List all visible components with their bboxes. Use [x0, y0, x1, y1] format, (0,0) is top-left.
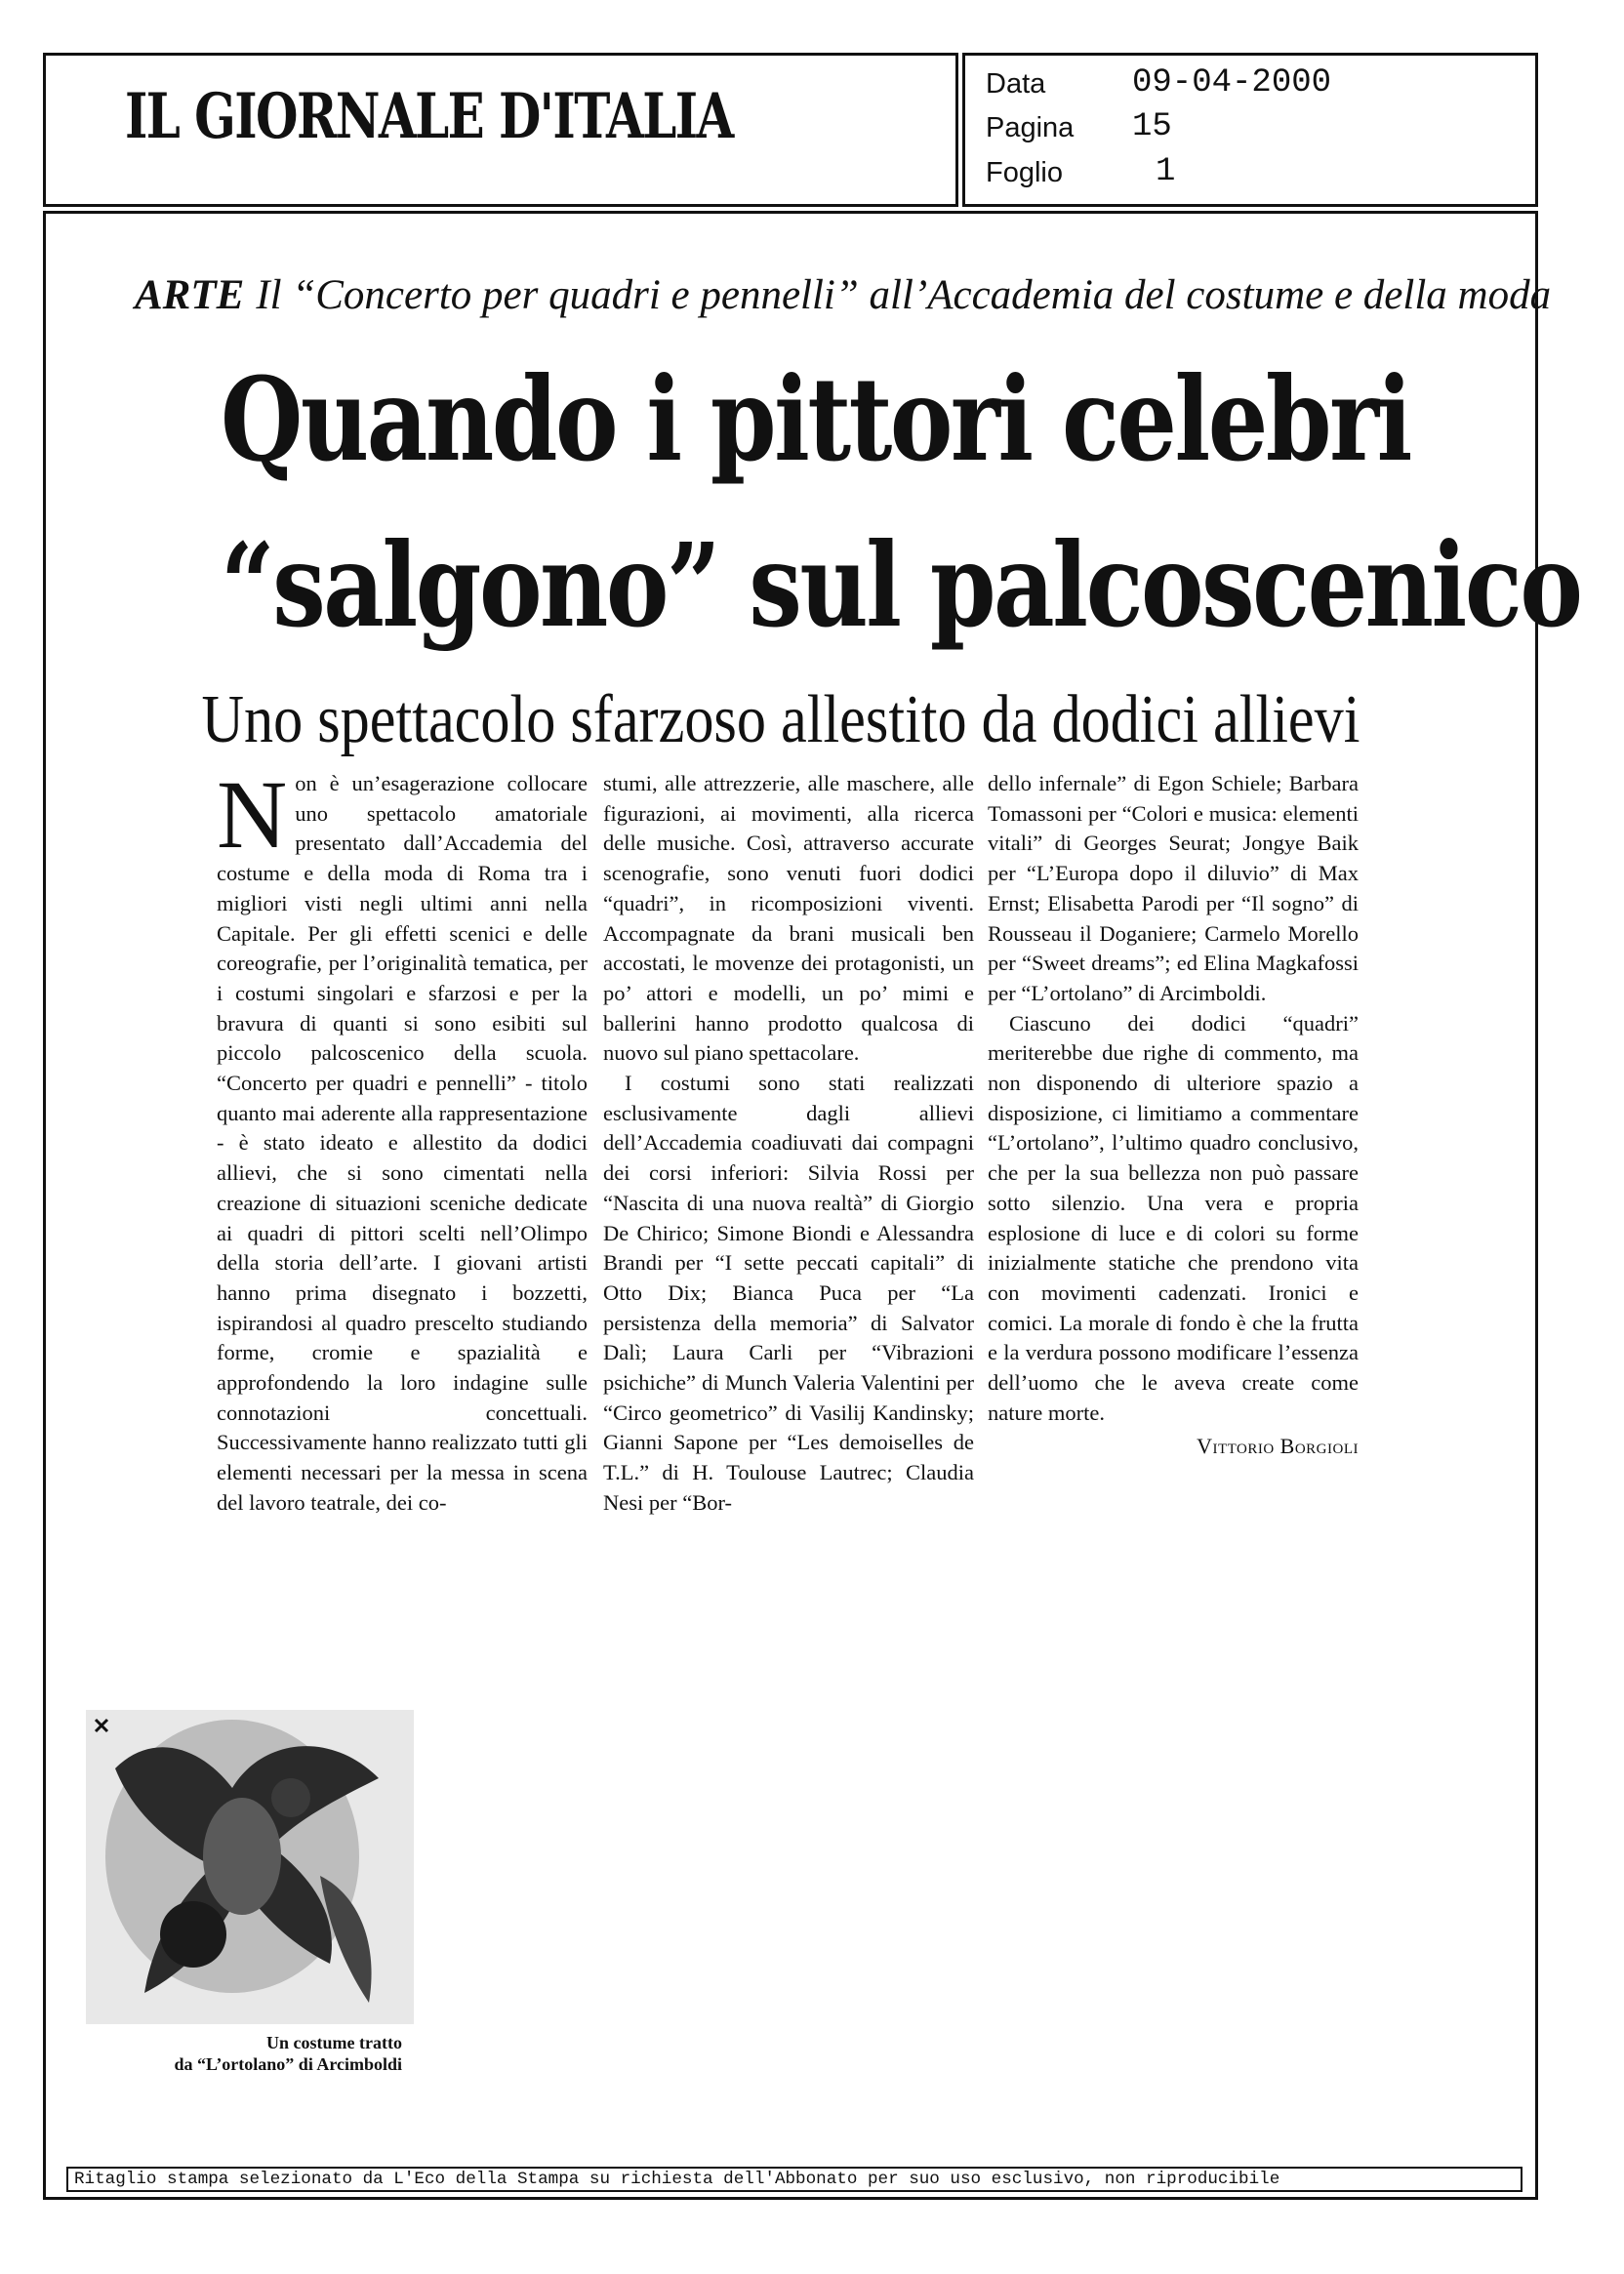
subheadline: Uno spettacolo sfarzoso allestito da dodici allievi	[201, 682, 1360, 757]
caption-line-2: da “L’ortolano” di Arcimboldi	[174, 2054, 402, 2074]
caption-line-1: Un costume tratto	[266, 2033, 402, 2052]
pagina-value: 15	[1132, 108, 1172, 145]
foglio-value: 1	[1156, 153, 1176, 190]
paragraph: I costumi sono stati realizzati esclusivamente dagli allievi dell’Accademia coadiuvati dai compagni dei corsi inferiori: Silvia Rossi per “Nascita di una nuova realtà” di Giorgio De Chirico; Simone Biondi e Alessandra Brandi per “I sette peccati capitali” di Otto Dix; Bianca Puca per “La persistenza della memoria” di Salvator Dalì; Laura Carli per “Vibrazioni psichiche” di Munch Valeria Valentini per “Circo geometrico” di Vasilij Kandinsky; Gianni Sapone per “Les demoiselles de T.L.” di H. Toulouse Lautrec; Claudia Nesi per “Bor-	[603, 1071, 974, 1515]
section-label: ARTE	[135, 272, 245, 318]
paragraph: on è un’esagerazione collocare uno spettacolo amatoriale presentato dall’Accademia del costume e della moda di Roma tra i migliori visti negli ultimi anni nella Capitale. Per gli effetti scenici e delle coreografie, per l’originalità tematica, per i costumi singolari e sfarzosi e per la bravura di quanti si sono esibiti sul piccolo palcoscenico della scuola. “Concerto per quadri e pennelli” - titolo quanto mai aderente alla rappresentazione - è stato ideato e allestito da dodici allievi, che si sono cimentati nella creazione di situazioni sceniche dedicate ai quadri di pittori scelti nell’Olimpo della storia dell’arte. I giovani artisti hanno prima disegnato i bozzetti, ispirandosi al quadro prescelto studiando forme, cromie e spazialità e approfondendo la loro indagine sulle connotazioni concettuali. Successivamente hanno realizzato tutti gli elementi necessari per la messa in scena del lavoro teatrale, dei co-	[217, 771, 588, 1515]
paragraph: dello infernale” di Egon Schiele; Barbara Tomassoni per “Colori e musica: elementi vitali” di Georges Seurat; Jongye Baik per “L’Europa dopo il diluvio” di Max Ernst; Elisabetta Parodi per “Il sogno” di Rousseau il Doganiere; Carmelo Morello per “Sweet dreams”; ed Elina Magkafossi per “L’ortolano” di Arcimboldi.	[988, 771, 1359, 1005]
costume-photo-image	[86, 1710, 414, 2024]
data-value: 09-04-2000	[1132, 64, 1332, 102]
costume-photo	[86, 1710, 414, 2024]
drop-cap: N	[217, 760, 288, 869]
headline-line-1: Quando i pittori celebri	[221, 351, 1410, 487]
kicker-text: Il “Concerto per quadri e pennelli” all’Accademia del costume e della moda	[256, 272, 1552, 318]
photo-caption	[98, 2032, 402, 2075]
kicker	[135, 271, 1552, 319]
paragraph: stumi, alle attrezzerie, alle maschere, alle figurazioni, ai movimenti, alla ricerca delle musiche. Così, attraverso accurate scenografie, sono venuti fuori dodici “quadri”, in ricomposizioni viventi. Accompagnate da brani musicali ben accostati, le movenze dei protagonisti, un po’ attori e modelli, un po’ mimi e ballerini hanno prodotto qualcosa di nuovo sul piano spettacolare.	[603, 771, 974, 1066]
article-column-3	[988, 769, 1359, 1462]
clipping-footer: Ritaglio stampa selezionato da L'Eco della Stampa su richiesta dell'Abbonato per suo uso esclusivo, non riproducibile	[66, 2167, 1522, 2192]
data-label: Data	[986, 68, 1046, 100]
pagina-label: Pagina	[986, 112, 1075, 143]
foglio-label: Foglio	[986, 157, 1063, 188]
headline-line-2: “salgono” sul palcoscenico	[221, 517, 1581, 653]
paragraph: Ciascuno dei dodici “quadri” meriterebbe due righe di commento, ma non disponendo di ulteriore spazio a disposizione, ci limitiamo a commentare “L’ortolano”, l’ultimo quadro conclusivo, che per la sua bellezza non può passare sotto silenzio. Una vera e propria esplosione di luce e di colori su forme inizialmente statiche che prendono vita con movimenti cadenzati. Ironici e comici. La morale di fondo è che la frutta e la verdura possono modificare l’essenza dell’uomo che le aveva create come nature morte.	[988, 1010, 1359, 1425]
newspaper-title: IL GIORNALE D'ITALIA	[125, 80, 733, 153]
article-column-2	[603, 769, 974, 1519]
article-column-1	[217, 760, 588, 1519]
byline: Vittorio Borgioli	[1197, 1434, 1359, 1459]
